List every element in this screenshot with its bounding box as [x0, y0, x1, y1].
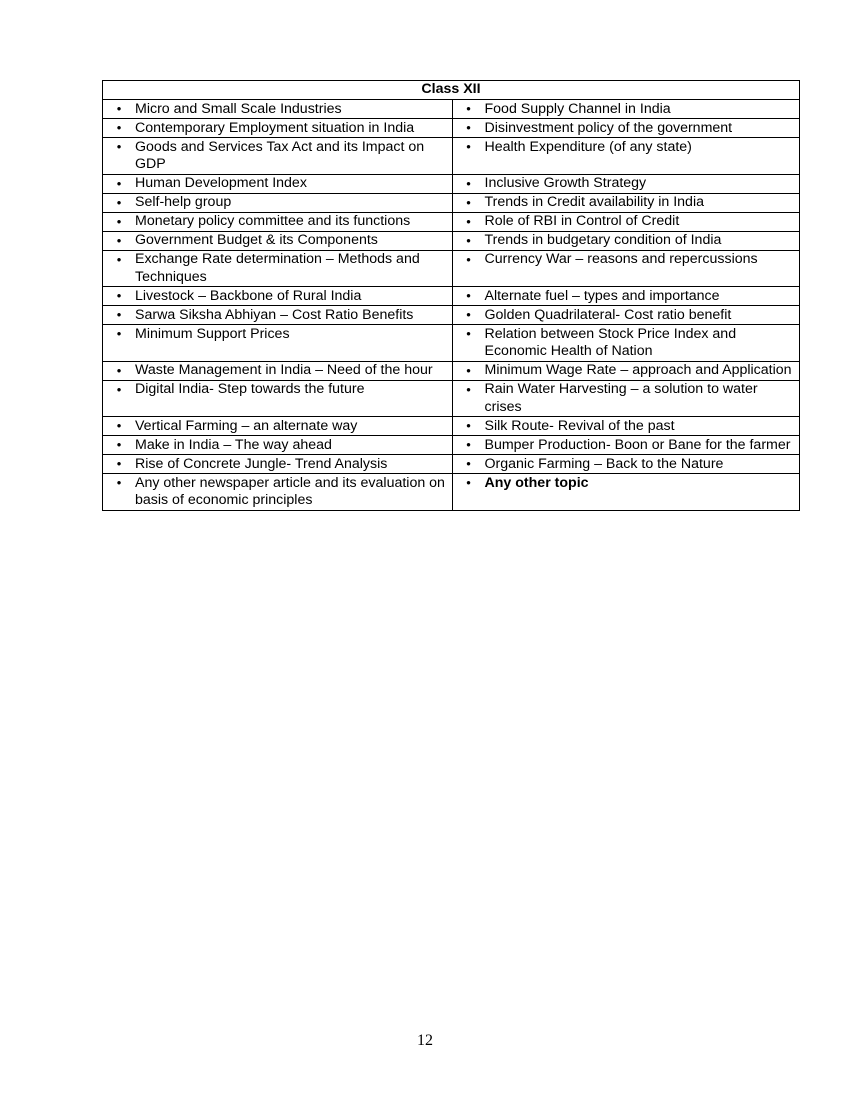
- topic-cell-right: [452, 174, 800, 193]
- topic-cell-left: [103, 436, 453, 455]
- topic-text: Any other newspaper article and its evaluation on basis of economic principles: [135, 474, 445, 508]
- topic-cell-left: [103, 138, 453, 175]
- topic-cell-right: [452, 231, 800, 250]
- topic-cell-left: [103, 212, 453, 231]
- topic-cell-left: [103, 119, 453, 138]
- topic-cell-left: [103, 193, 453, 212]
- table-row: [103, 138, 800, 175]
- topic-cell-right: [452, 212, 800, 231]
- topic-text: Organic Farming – Back to the Nature: [484, 455, 724, 472]
- topic-cell-right: [452, 436, 800, 455]
- bullet-icon: •: [466, 101, 471, 116]
- topic-text: Role of RBI in Control of Credit: [484, 213, 680, 229]
- topic-cell-left: [103, 380, 453, 417]
- topics-body: [103, 100, 800, 511]
- bullet-icon: •: [116, 232, 122, 248]
- topic-text: Livestock – Backbone of Rural India: [135, 287, 362, 304]
- topic-text: Trends in budgetary condition of India: [484, 232, 722, 248]
- topic-text: Minimum Support Prices: [135, 325, 290, 342]
- topic-cell-right: [452, 474, 800, 511]
- topic-cell-left: [103, 455, 453, 474]
- bullet-icon: •: [466, 418, 471, 433]
- page-number: 12: [417, 1032, 433, 1049]
- bullet-icon: •: [116, 139, 122, 154]
- bullet-icon: •: [116, 101, 122, 116]
- topic-cell-right: [452, 417, 800, 436]
- bullet-icon: •: [466, 232, 471, 248]
- table-row: [103, 325, 800, 362]
- topic-cell-left: [103, 231, 453, 250]
- bullet-icon: •: [116, 213, 122, 229]
- topic-text: Minimum Wage Rate – approach and Application: [484, 362, 792, 378]
- topic-text: Self-help group: [135, 194, 232, 210]
- bullet-icon: •: [116, 175, 122, 191]
- bullet-icon: •: [466, 307, 471, 322]
- table-row: [103, 231, 800, 250]
- bullet-icon: •: [116, 194, 122, 210]
- table-row: [103, 436, 800, 455]
- topic-text: Alternate fuel – types and importance: [484, 287, 720, 304]
- table-row: [103, 455, 800, 474]
- topic-text: Health Expenditure (of any state): [484, 138, 692, 155]
- bullet-icon: •: [466, 362, 471, 378]
- topic-cell-right: [452, 380, 800, 417]
- bullet-icon: •: [466, 139, 471, 154]
- bullet-icon: •: [116, 362, 122, 378]
- table-row: [103, 417, 800, 436]
- table-row: [103, 474, 800, 511]
- topic-text: Digital India- Step towards the future: [135, 381, 365, 397]
- topic-cell-left: [103, 361, 453, 380]
- bullet-icon: •: [116, 418, 122, 433]
- table-row: [103, 361, 800, 380]
- topic-text: Inclusive Growth Strategy: [484, 175, 647, 191]
- topic-text: Exchange Rate determination – Methods and Techniques: [135, 251, 420, 285]
- bullet-icon: •: [116, 437, 122, 452]
- bullet-icon: •: [466, 326, 471, 341]
- topic-cell-right: [452, 455, 800, 474]
- bullet-icon: •: [116, 251, 122, 267]
- topic-text: Trends in Credit availability in India: [484, 194, 704, 210]
- topic-text: Relation between Stock Price Index and Economic Health of Nation: [484, 325, 737, 359]
- topic-cell-right: [452, 119, 800, 138]
- bullet-icon: •: [116, 307, 122, 322]
- bullet-icon: •: [466, 456, 471, 471]
- topic-text: Silk Route- Revival of the past: [484, 417, 675, 434]
- topics-table: [102, 80, 800, 511]
- bullet-icon: •: [466, 120, 471, 135]
- bullet-icon: •: [116, 475, 122, 490]
- topic-cell-right: [452, 325, 800, 362]
- topic-text: Bumper Production- Boon or Bane for the farmer: [484, 436, 791, 453]
- bullet-icon: •: [466, 194, 471, 210]
- topic-cell-left: [103, 306, 453, 325]
- bullet-icon: •: [466, 381, 471, 397]
- topic-cell-left: [103, 174, 453, 193]
- topic-text: Government Budget & its Components: [135, 232, 378, 248]
- bullet-icon: •: [116, 456, 122, 471]
- topic-text: Contemporary Employment situation in India: [135, 119, 415, 136]
- table-row: [103, 193, 800, 212]
- topic-text: Rain Water Harvesting – a solution to water crises: [484, 381, 758, 415]
- table-row: [103, 212, 800, 231]
- bullet-icon: •: [116, 381, 122, 397]
- bullet-icon: •: [466, 175, 471, 191]
- bullet-icon: •: [466, 213, 471, 229]
- topic-cell-right: [452, 138, 800, 175]
- topic-cell-right: [452, 306, 800, 325]
- table-row: [103, 287, 800, 306]
- bullet-icon: •: [116, 120, 122, 135]
- table-row: [103, 174, 800, 193]
- topic-text: Golden Quadrilateral- Cost ratio benefit: [484, 306, 732, 323]
- table-header: Class XII: [103, 81, 800, 100]
- topic-text: Make in India – The way ahead: [135, 436, 332, 453]
- topic-text: Rise of Concrete Jungle- Trend Analysis: [135, 455, 388, 472]
- topic-cell-right: [452, 100, 800, 119]
- bullet-icon: •: [466, 288, 471, 303]
- table-row: [103, 119, 800, 138]
- bullet-icon: •: [466, 251, 471, 267]
- table-row: [103, 380, 800, 417]
- topic-cell-left: [103, 474, 453, 511]
- topic-text: Food Supply Channel in India: [484, 100, 671, 117]
- table-row: [103, 100, 800, 119]
- bullet-icon: •: [466, 475, 471, 490]
- topic-text: Vertical Farming – an alternate way: [135, 417, 358, 434]
- topic-cell-left: [103, 100, 453, 119]
- topic-cell-left: [103, 417, 453, 436]
- table-row: [103, 306, 800, 325]
- bullet-icon: •: [116, 288, 122, 303]
- topic-text: Waste Management in India – Need of the hour: [135, 362, 433, 378]
- bullet-icon: •: [116, 326, 122, 341]
- topic-cell-right: [452, 287, 800, 306]
- table-header-row: [103, 81, 800, 100]
- topic-text: Any other topic: [484, 474, 589, 491]
- topic-text: Micro and Small Scale Industries: [135, 100, 342, 117]
- topic-cell-left: [103, 325, 453, 362]
- topic-text: Monetary policy committee and its functions: [135, 213, 411, 229]
- topic-cell-left: [103, 250, 453, 287]
- topic-text: Goods and Services Tax Act and its Impact on GDP: [135, 138, 425, 172]
- topic-cell-right: [452, 193, 800, 212]
- table-row: [103, 250, 800, 287]
- topic-text: Disinvestment policy of the government: [484, 119, 733, 136]
- bullet-icon: •: [466, 437, 471, 452]
- topic-text: Human Development Index: [135, 175, 307, 191]
- topic-text: Currency War – reasons and repercussions: [484, 251, 758, 267]
- topic-cell-left: [103, 287, 453, 306]
- topic-text: Sarwa Siksha Abhiyan – Cost Ratio Benefits: [135, 306, 414, 323]
- topic-cell-right: [452, 361, 800, 380]
- topic-cell-right: [452, 250, 800, 287]
